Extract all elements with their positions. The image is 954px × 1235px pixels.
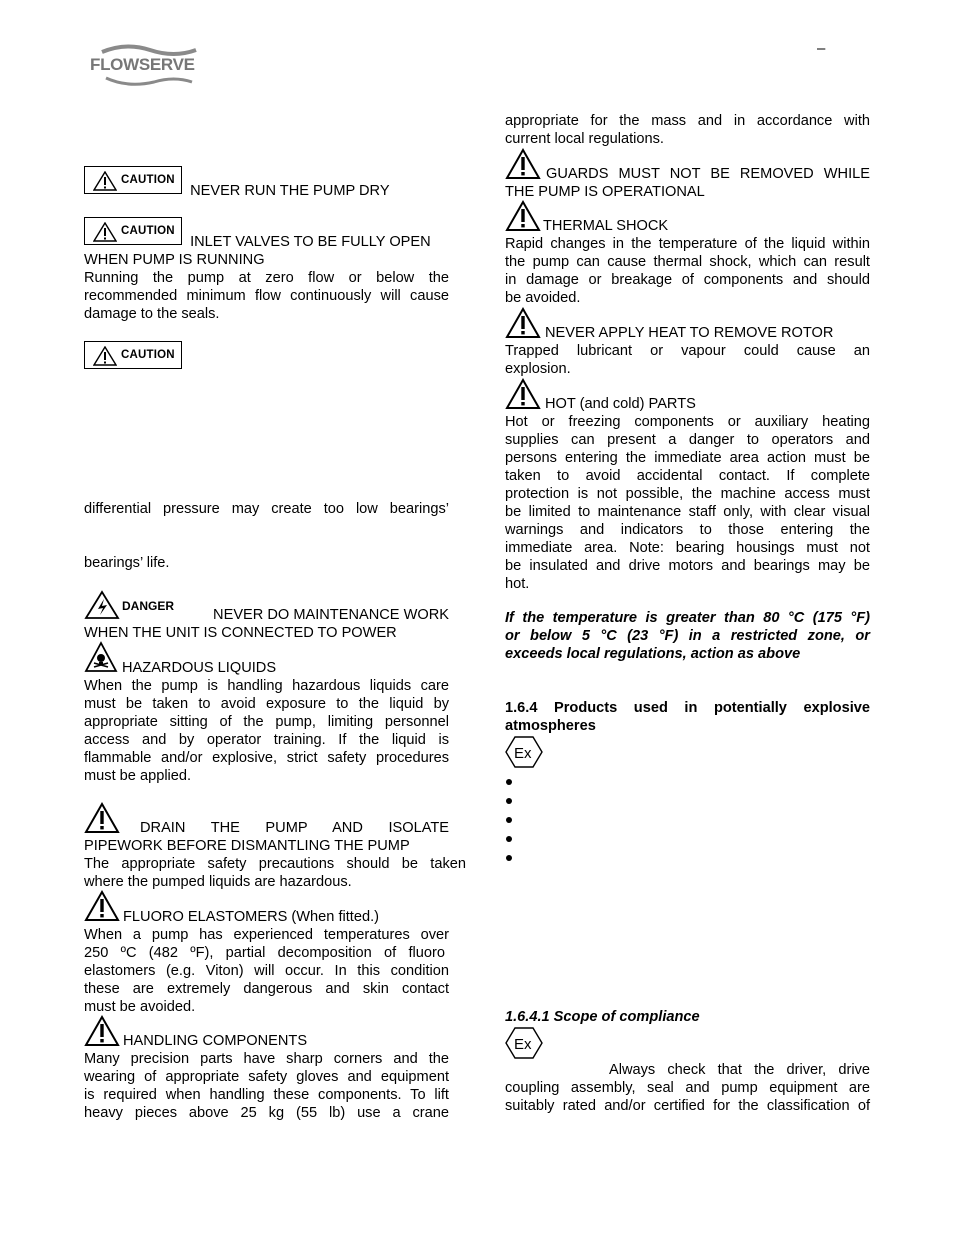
bullet-item bbox=[505, 832, 515, 842]
warning-exclamation-icon bbox=[84, 802, 120, 834]
warning-exclamation-icon bbox=[505, 307, 541, 339]
electrical-hazard-icon bbox=[84, 590, 120, 620]
fluoro-line-4: these are extremely dangerous and skin contact bbox=[84, 981, 449, 997]
warning-exclamation-icon bbox=[505, 148, 541, 180]
diff-pressure-line: differential pressure may create too low bearings’ bbox=[84, 501, 449, 517]
running-line-3: damage to the seals. bbox=[84, 306, 220, 322]
ex-label: Ex bbox=[514, 1036, 532, 1053]
bullet-item bbox=[505, 794, 515, 804]
haz-line-5: flammable and/or explosive, strict safety procedures bbox=[84, 750, 449, 766]
appr-line-1: appropriate for the mass and in accordance with bbox=[505, 113, 870, 129]
fluoro-line-2: 250 ºC (482 ºF), partial decomposition of fluoro bbox=[84, 945, 445, 961]
hot-title: HOT (and cold) PARTS bbox=[545, 396, 696, 412]
header-dash: – bbox=[817, 40, 826, 57]
hot-line-5: protection is not possible, the machine access must bbox=[505, 486, 870, 502]
heat-line-2: explosion. bbox=[505, 361, 571, 377]
handling-line-3: is required when handling these components. To lift bbox=[84, 1087, 449, 1103]
hot-line-1: Hot or freezing components or auxiliary heating bbox=[505, 414, 870, 430]
caution-label-box bbox=[84, 166, 182, 194]
handling-title: HANDLING COMPONENTS bbox=[123, 1033, 308, 1049]
haz-line-2: must be taken to avoid exposure to the liquid by bbox=[84, 696, 449, 712]
haz-line-4: access and by operator training. If the liquid is bbox=[84, 732, 449, 748]
hot-line-3: persons entering the immediate area action must be bbox=[505, 450, 870, 466]
hot-line-9: be insulated and drive motors and bearings may be bbox=[505, 558, 870, 574]
warning-exclamation-icon bbox=[84, 890, 120, 922]
ex-atex-icon bbox=[505, 736, 543, 768]
running-line-2: recommended minimum flow continuously will cause bbox=[84, 288, 449, 304]
ex-label: Ex bbox=[514, 745, 532, 762]
flowserve-logo bbox=[88, 42, 208, 88]
guards-line-1: GUARDS MUST NOT BE REMOVED WHILE bbox=[546, 166, 870, 182]
section-164-heading-line-2: atmospheres bbox=[505, 718, 596, 734]
caution-label-box bbox=[84, 217, 182, 245]
handling-line-1: Many precision parts have sharp corners and the bbox=[84, 1051, 449, 1067]
bullet-item bbox=[505, 775, 515, 785]
haz-title: HAZARDOUS LIQUIDS bbox=[122, 660, 277, 676]
bullet-item bbox=[505, 813, 515, 823]
haz-line-3: appropriate sitting of the pump, limiting personnel bbox=[84, 714, 449, 730]
fluoro-line-3: elastomers (e.g. Viton) will occur. In this condition bbox=[84, 963, 449, 979]
running-line-1: Running the pump at zero flow or below the bbox=[84, 270, 449, 286]
hot-line-2: supplies can present a danger to operators and bbox=[505, 432, 870, 448]
hot-line-7: warnings and indicators to those entering the bbox=[505, 522, 870, 538]
haz-line-6: must be applied. bbox=[84, 768, 192, 784]
logo-text: FLOWSERVE bbox=[90, 55, 195, 74]
drain-line-1: DRAIN THE PUMP AND ISOLATE bbox=[140, 820, 449, 836]
ex-atex-icon bbox=[505, 1027, 543, 1059]
maint-line-1: NEVER DO MAINTENANCE WORK bbox=[213, 607, 449, 623]
drain-line-4: where the pumped liquids are hazardous. bbox=[84, 874, 352, 890]
maint-line-2: WHEN THE UNIT IS CONNECTED TO POWER bbox=[84, 625, 397, 641]
heat-title: NEVER APPLY HEAT TO REMOVE ROTOR bbox=[545, 325, 834, 341]
check-line-1: Always check that the driver, drive bbox=[609, 1062, 870, 1078]
dry-run-text: NEVER RUN THE PUMP DRY bbox=[190, 183, 390, 199]
inlet-line-1: INLET VALVES TO BE FULLY OPEN bbox=[190, 234, 431, 250]
caution-notice-dry bbox=[84, 166, 449, 199]
haz-line-1: When the pump is handling hazardous liquids care bbox=[84, 678, 449, 694]
warning-triangle-icon bbox=[93, 346, 117, 366]
thermal-line-4: be avoided. bbox=[505, 290, 581, 306]
temp-line-2: or below 5 °C (23 °F) in a restricted zone, or bbox=[505, 628, 870, 644]
caution-notice-3 bbox=[84, 341, 182, 369]
warning-triangle-icon bbox=[93, 171, 117, 191]
warning-exclamation-icon bbox=[505, 378, 541, 410]
drain-line-2: PIPEWORK BEFORE DISMANTLING THE PUMP bbox=[84, 838, 410, 854]
toxic-hazard-icon bbox=[84, 641, 118, 673]
guards-line-2: THE PUMP IS OPERATIONAL bbox=[505, 184, 705, 200]
hot-line-6: be limited to maintenance staff only, with clear visual bbox=[505, 504, 870, 520]
caution-label: CAUTION bbox=[121, 225, 175, 237]
inlet-line-2: WHEN PUMP IS RUNNING bbox=[84, 252, 265, 268]
fluoro-line-5: must be avoided. bbox=[84, 999, 196, 1015]
check-line-3: suitably rated and/or certified for the classification of bbox=[505, 1098, 870, 1114]
hot-line-8: immediate area. Note: bearing housings must not bbox=[505, 540, 870, 556]
thermal-line-1: Rapid changes in the temperature of the liquid within bbox=[505, 236, 870, 252]
caution-label: CAUTION bbox=[121, 174, 175, 186]
caution-label-box bbox=[84, 341, 182, 369]
thermal-title: THERMAL SHOCK bbox=[543, 218, 669, 234]
thermal-line-2: the pump can cause thermal shock, which can result bbox=[505, 254, 870, 270]
fluoro-line-1: When a pump has experienced temperatures over bbox=[84, 927, 449, 943]
hot-line-10: hot. bbox=[505, 576, 530, 592]
danger-label: DANGER bbox=[122, 599, 175, 613]
appr-line-2: current local regulations. bbox=[505, 131, 664, 147]
section-164-heading-line-1: 1.6.4 Products used in potentially explosive bbox=[505, 700, 870, 716]
handling-line-4: heavy pieces above 25 kg (55 lb) use a crane bbox=[84, 1105, 449, 1121]
warning-triangle-icon bbox=[93, 222, 117, 242]
heat-line-1: Trapped lubricant or vapour could cause an bbox=[505, 343, 870, 359]
drain-line-3: The appropriate safety precautions should be taken bbox=[84, 856, 466, 872]
bearings-life-line: bearings’ life. bbox=[84, 555, 170, 571]
hot-line-4: taken to avoid accidental contact. If complete bbox=[505, 468, 870, 484]
fluoro-title: FLUORO ELASTOMERS (When fitted.) bbox=[123, 909, 379, 925]
caution-label: CAUTION bbox=[121, 349, 175, 361]
temp-line-1: If the temperature is greater than 80 °C (175 °F) bbox=[505, 610, 870, 626]
warning-exclamation-icon bbox=[84, 1015, 120, 1047]
bullet-item bbox=[505, 851, 515, 861]
handling-line-2: wearing of appropriate safety gloves and equipment bbox=[84, 1069, 449, 1085]
caution-notice-inlet bbox=[84, 217, 449, 250]
section-1641-heading: 1.6.4.1 Scope of compliance bbox=[505, 1009, 700, 1025]
check-line-2: coupling assembly, seal and pump equipment are bbox=[505, 1080, 870, 1096]
thermal-line-3: in damage or breakage of components and should bbox=[505, 272, 870, 288]
warning-exclamation-icon bbox=[505, 200, 541, 232]
temp-line-3: exceeds local regulations, action as above bbox=[505, 646, 801, 662]
